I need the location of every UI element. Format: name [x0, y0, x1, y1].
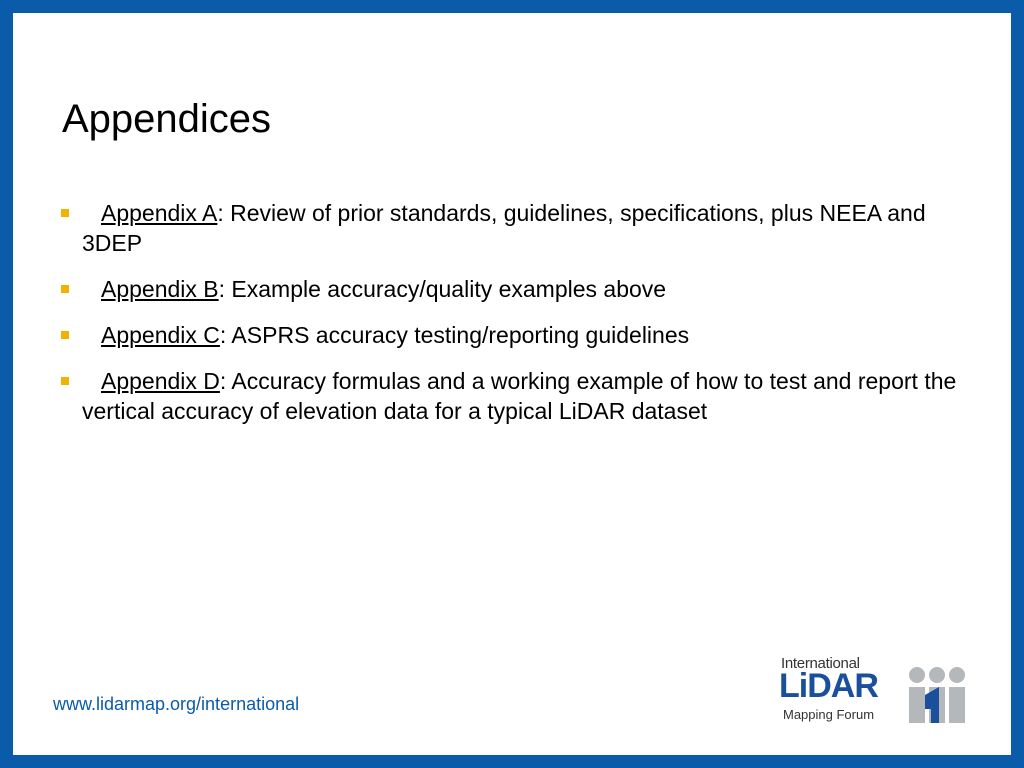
appendix-b-link[interactable]: Appendix B — [101, 276, 219, 302]
logo-line-international: International — [781, 655, 860, 672]
slide-title: Appendices — [62, 97, 272, 141]
people-figures-icon — [905, 653, 969, 723]
logo-line-lidar: LiDAR — [779, 667, 878, 705]
appendix-a-link[interactable]: Appendix A — [101, 200, 218, 226]
bullet-item — [61, 274, 961, 304]
logo-line-forum: Mapping Forum — [783, 707, 875, 722]
bullet-item — [61, 198, 961, 258]
bullet-text: : Review of prior standards, guidelines, specifications, plus NEEA and 3DEP — [82, 200, 926, 256]
appendix-c-link[interactable]: Appendix C — [101, 322, 220, 348]
bullet-item — [61, 366, 961, 426]
bullet-list — [61, 198, 961, 442]
slide — [13, 13, 1011, 755]
bullet-text: : ASPRS accuracy testing/reporting guidelines — [219, 322, 690, 348]
footer-url-link[interactable]: www.lidarmap.org/international — [53, 694, 300, 714]
square-bullet-icon — [61, 331, 69, 339]
square-bullet-icon — [61, 285, 69, 293]
bullet-text: : Accuracy formulas and a working example of how to test and report the vertical accuracy of elevation data for a typical LiDAR dataset — [82, 368, 957, 424]
bullet-text: : Example accuracy/quality examples above — [218, 276, 667, 302]
square-bullet-icon — [61, 209, 69, 217]
lidar-forum-logo — [781, 653, 971, 723]
appendix-d-link[interactable]: Appendix D — [101, 368, 220, 394]
square-bullet-icon — [61, 377, 69, 385]
bullet-item — [61, 320, 961, 350]
